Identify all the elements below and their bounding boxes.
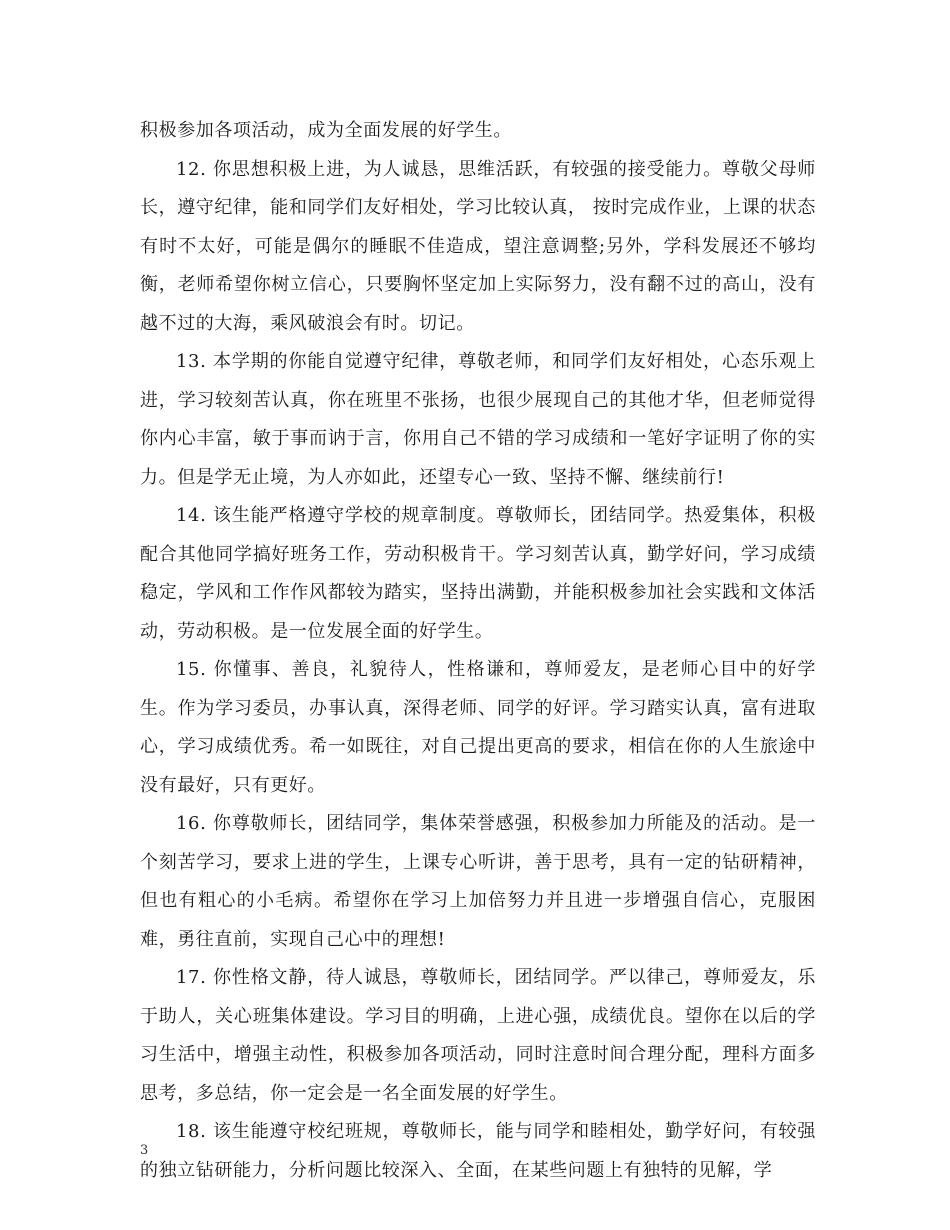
paragraph-13: 13. 本学期的你能自觉遵守纪律，尊敬老师，和同学们友好相处，心态乐观上进，学习较刻苦认真，你在班里不张扬，也很少展现自己的其他才华，但老师觉得你内心丰富，敏于事而讷于言，你用自己不错的学习成绩和一笔好字证明了你的实力。但是学无止境，为人亦如此，还望专心一致、坚持不懈、继续前行!: [140, 351, 816, 488]
paragraph-18: 18. 该生能遵守校纪班规，尊敬师长，能与同学和睦相处，勤学好问，有较强的独立钻研能力，分析问题比较深入、全面，在某些问题上有独特的见解，学: [140, 1121, 816, 1181]
page-number: 3: [140, 1143, 149, 1158]
document-body: [140, 112, 816, 1190]
paragraph-16: 16. 你尊敬师长，团结同学，集体荣誉感强，积极参加力所能及的活动。是一个刻苦学习，要求上进的学生，上课专心听讲，善于思考，具有一定的钻研精神，但也有粗心的小毛病。希望你在学习上加倍努力并且进一步增强自信心，克服困难，勇往直前，实现自己心中的理想!: [140, 813, 816, 950]
paragraph-15: 15. 你懂事、善良，礼貌待人，性格谦和，尊师爱友，是老师心目中的好学生。作为学习委员，办事认真，深得老师、同学的好评。学习踏实认真，富有进取心，学习成绩优秀。希一如既往，对自己提出更高的要求，相信在你的人生旅途中没有最好，只有更好。: [140, 659, 816, 796]
paragraph-14: 14. 该生能严格遵守学校的规章制度。尊敬师长，团结同学。热爱集体，积极配合其他同学搞好班务工作，劳动积极肯干。学习刻苦认真，勤学好问，学习成绩稳定，学风和工作作风都较为踏实，坚持出满勤，并能积极参加社会实践和文体活动，劳动积极。是一位发展全面的好学生。: [140, 505, 816, 642]
paragraph-continuation: 积极参加各项活动，成为全面发展的好学生。: [140, 120, 512, 141]
paragraph-12: 12. 你思想积极上进，为人诚恳，思维活跃，有较强的接受能力。尊敬父母师长，遵守纪律，能和同学们友好相处，学习比较认真， 按时完成作业，上课的状态有时不太好，可能是偶尔的睡眠不佳造成，望注意调整;另外，学科发展还不够均衡，老师希望你树立信心，只要胸怀坚定加上实际努力，没有翻不过的高山，没有越不过的大海，乘风破浪会有时。切记。: [140, 158, 816, 334]
paragraph-17: 17. 你性格文静，待人诚恳，尊敬师长，团结同学。严以律己，尊师爱友，乐于助人，关心班集体建设。学习目的明确，上进心强，成绩优良。望你在以后的学习生活中，增强主动性，积极参加各项活动，同时注意时间合理分配，理科方面多思考，多总结，你一定会是一名全面发展的好学生。: [140, 967, 816, 1104]
